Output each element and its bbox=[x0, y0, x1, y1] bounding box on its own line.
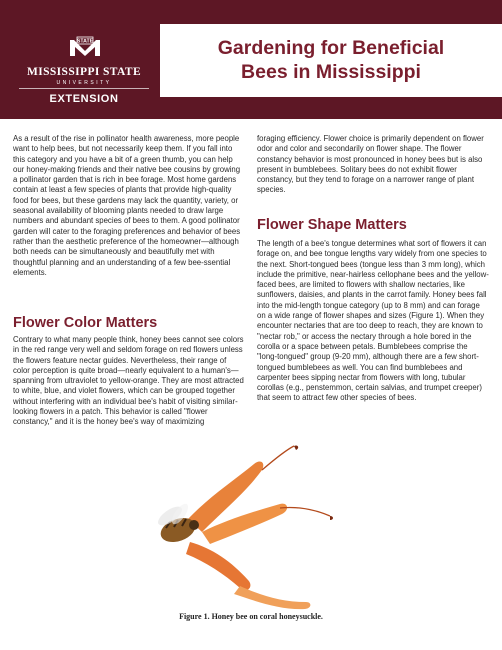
honeysuckle-bee-figure bbox=[130, 424, 370, 610]
masthead bbox=[0, 0, 502, 119]
title-panel bbox=[160, 24, 502, 97]
extension-label: EXTENSION bbox=[19, 88, 149, 105]
figure-caption: Figure 1. Honey bee on coral honeysuckle. bbox=[179, 612, 323, 621]
constancy-text: foraging efficiency. Flower choice is primarily dependent on flower odor and color and secondarily on flower shape. The flower constancy behavior is most pronounced in honey bees but is also present in bumblebees. Solitary bees do not exhibit flower constancy, but they tend to forage on a narrower range of plant species. bbox=[257, 134, 484, 195]
logo-state-text: STATE bbox=[76, 38, 94, 45]
shape-paragraph bbox=[257, 239, 489, 404]
intro-text: As a result of the rise in pollinator health awareness, more people want to help bees, but not necessarily keep them. If you fall into this category and you have a bit of a green thumb, you can help our honey-making friends and their native bee cousins by growing a pollinator garden that is rich in bee forage. Most home gardens contain at least a few species of plants that provide high-quality food for bees, but these gardens may lack the quantity, variety, or seasonal availability of blooming plants needed to draw large numbers and abundant species of bees to them. A good pollinator garden will cater to the foraging preferences and behavior of bees rather than the aesthetic preference of the homeowner—although both needs can be simultaneously and beautifully met with thoughtful planning and an understanding of a few bee-ssential elements. bbox=[13, 134, 241, 277]
university-subtitle: UNIVERSITY bbox=[56, 80, 112, 86]
honey-bee bbox=[155, 501, 199, 546]
intro-paragraph bbox=[13, 134, 245, 278]
constancy-paragraph bbox=[257, 134, 489, 196]
heading-flower-shape: Flower Shape Matters bbox=[257, 217, 407, 233]
msu-logo-icon bbox=[66, 36, 104, 58]
title-line-1: Gardening for Beneficial bbox=[217, 37, 445, 59]
color-text: Contrary to what many people think, honey bees cannot see colors in the red range very well and seldom forage on red flowers unless the flowers feature nectar guides. Nevertheless, their range of color perception is quite broad—nearly equivalent to a human's—spanning from ultraviolet to yellow-orange. They are most attracted to white, blue, and violet flowers, which can be grouped together without interfering with an individual bee's habit of visiting similar-looking flowers in a patch. This behavior is called "flower constancy," and it is the honey bee's way of maximizing bbox=[13, 335, 244, 427]
honeysuckle-flower bbox=[186, 445, 333, 609]
msu-extension-logo bbox=[0, 0, 160, 119]
shape-text: The length of a bee's tongue determines what sort of flowers it can forage on, and bee tongue lengths vary widely from one species to the next. Short-tongued bees (tongue less than 3 mm long), which include the primitive, near-hairless cellophane bees and the yellow-faced bees, are limited to flowers with shallow nectaries, like sunflowers, daisies, and plants in the carrot family. Honey bees fall into the mid-length tongue category (up to 8 mm) and can forage on a wide range of flower shapes and sizes (Figure 1). When they encounter nectaries that are too deep to reach, they are known to "nectar rob," or access the nectary through a hole bored in the corolla or a space between petals. Bumblebees comprise the "long-tongued" group (9-20 mm), although there are a few short-tongued bumblebees as well. You can find bumblebees and carpenter bees sipping nectar from flowers with long, tubular corollas (e.g., penstemmon, certain salvias, and trumpet creeper) that seem to attract few other species of bees. bbox=[257, 239, 489, 403]
university-name: MISSISSIPPI STATE bbox=[26, 66, 142, 78]
heading-flower-color: Flower Color Matters bbox=[13, 315, 158, 331]
title-line-2: Bees in Mississippi bbox=[241, 61, 421, 83]
page-title bbox=[160, 36, 502, 84]
color-paragraph bbox=[13, 335, 245, 428]
